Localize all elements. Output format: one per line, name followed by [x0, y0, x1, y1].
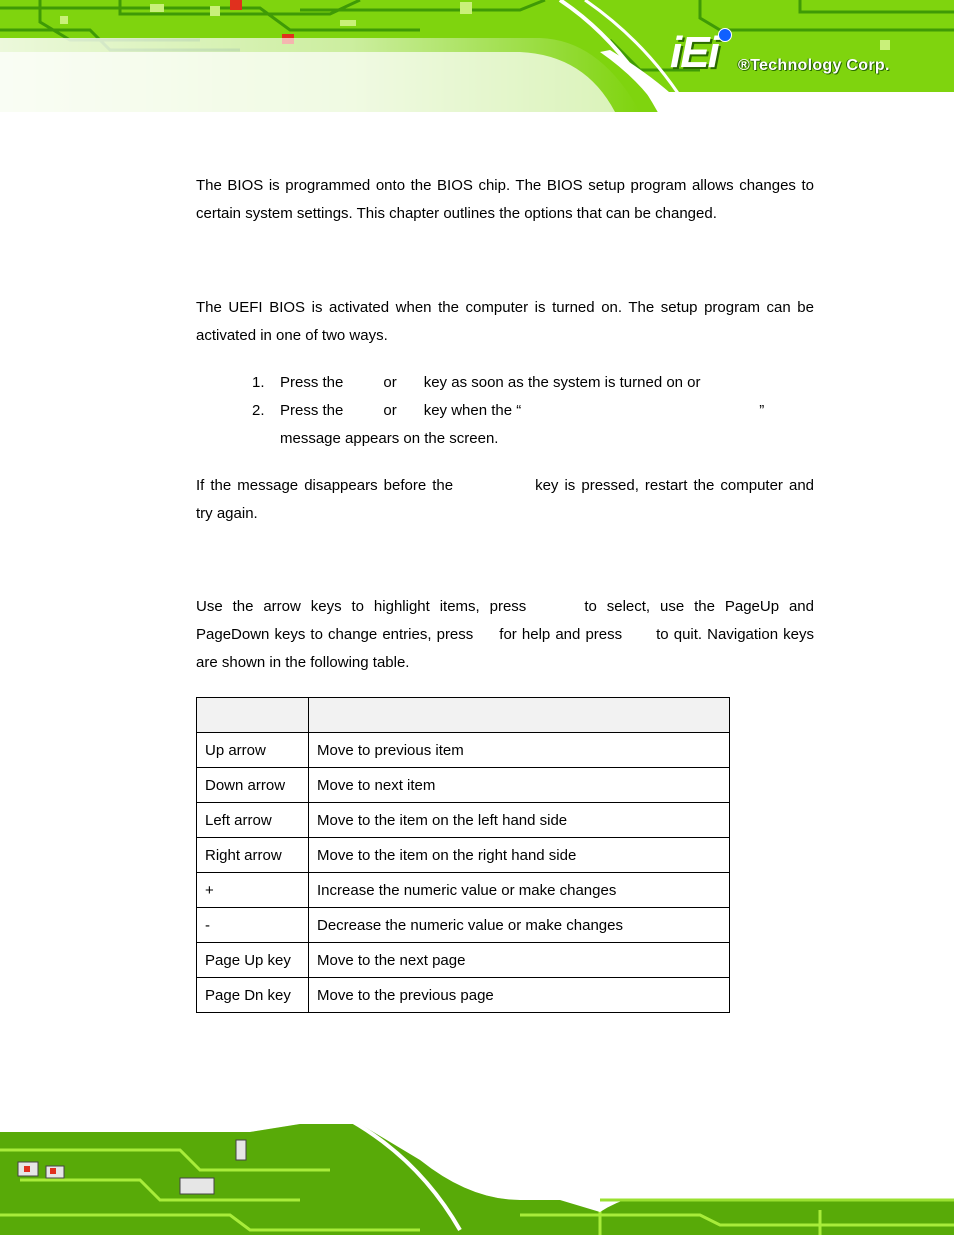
- nav-text: to quit. Navigation keys are shown in the following table.: [196, 626, 814, 671]
- footer-pcb-graphic: [0, 1120, 954, 1235]
- table-cell-key: Down arrow: [197, 768, 309, 803]
- step-text: message appears on the screen.: [280, 430, 499, 447]
- table-row: [197, 978, 730, 1013]
- table-row: [197, 943, 730, 978]
- list-item: [252, 369, 814, 397]
- table-cell-key: Up arrow: [197, 733, 309, 768]
- list-item: [252, 397, 814, 453]
- table-cell-key: Left arrow: [197, 803, 309, 838]
- table-header-row: [197, 698, 730, 733]
- navigation-keys-table: [196, 697, 730, 1013]
- navigation-paragraph: [196, 593, 814, 677]
- table-cell-key: -: [197, 908, 309, 943]
- table-row: [197, 838, 730, 873]
- retry-text: key is pressed, restart the computer and try again.: [196, 477, 814, 522]
- table-row: [197, 733, 730, 768]
- intro-paragraph: The BIOS is programmed onto the BIOS chip. The BIOS setup program allows changes to certain system settings. This chapter outlines the options that can be changed.: [196, 177, 814, 222]
- table-header-function: [309, 698, 730, 733]
- step-text: ”: [759, 402, 765, 419]
- table-cell-function: Move to next item: [309, 768, 730, 803]
- starting-setup-paragraph: The UEFI BIOS is activated when the computer is turned on. The setup program can be activated in one of two ways.: [196, 299, 814, 344]
- table-row: [197, 873, 730, 908]
- logo-text: ®Technology Corp.: [738, 57, 890, 74]
- table-cell-function: Move to previous item: [309, 733, 730, 768]
- nav-text: Use the arrow keys to highlight items, press: [196, 598, 527, 615]
- table-cell-key: Right arrow: [197, 838, 309, 873]
- retry-paragraph: [196, 472, 814, 528]
- table-row: [197, 908, 730, 943]
- table-cell-function: Increase the numeric value or make changes: [309, 873, 730, 908]
- table-cell-function: Move to the previous page: [309, 978, 730, 1013]
- header-banner: [0, 0, 954, 112]
- table-row: [197, 768, 730, 803]
- activation-steps-list: [252, 369, 814, 453]
- step-text: or: [383, 374, 397, 391]
- logo-dot-icon: [718, 28, 732, 42]
- table-cell-key: Page Dn key: [197, 978, 309, 1013]
- table-cell-function: Move to the item on the left hand side: [309, 803, 730, 838]
- table-cell-function: Move to the next page: [309, 943, 730, 978]
- step-text: or: [383, 402, 397, 419]
- table-row: [197, 803, 730, 838]
- table-cell-key: Page Up key: [197, 943, 309, 978]
- list-number: 2.: [252, 402, 265, 419]
- table-cell-function: Move to the item on the right hand side: [309, 838, 730, 873]
- nav-text: to select, use the PageUp and PageDown keys to change entries, press: [196, 598, 814, 643]
- step-text: key when the “: [423, 402, 522, 419]
- logo-mark: iEi: [670, 28, 718, 77]
- table-cell-key: +: [197, 873, 309, 908]
- step-text: key as soon as the system is turned on or: [423, 374, 701, 391]
- retry-text: If the message disappears before the: [196, 477, 454, 494]
- step-text: Press the: [280, 374, 344, 391]
- list-number: 1.: [252, 374, 265, 391]
- step-text: Press the: [280, 402, 344, 419]
- footer-banner: [0, 1120, 954, 1235]
- table-cell-function: Decrease the numeric value or make changes: [309, 908, 730, 943]
- table-header-key: [197, 698, 309, 733]
- company-logo: [664, 24, 934, 84]
- nav-text: for help and press: [499, 626, 623, 643]
